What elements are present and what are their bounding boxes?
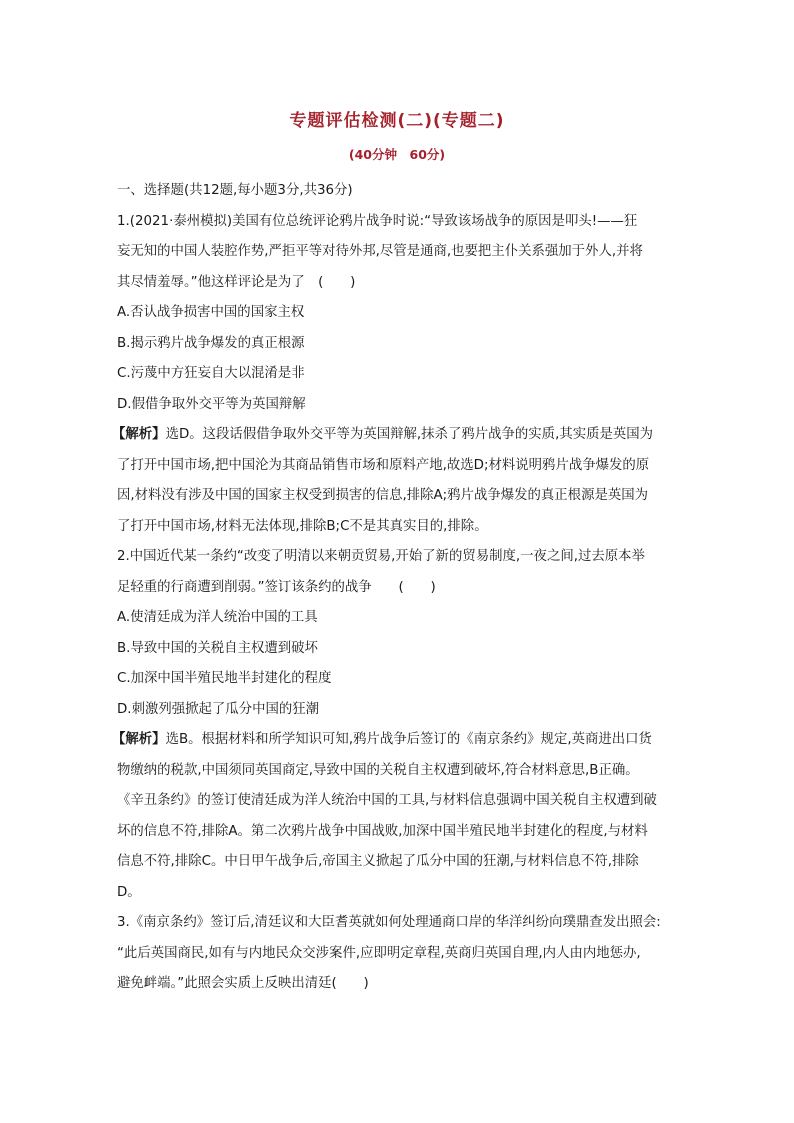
option-a: A.使清廷成为洋人统治中国的工具 [117,610,318,625]
question-stem-line: 1.(2021·泰州模拟)美国有位总统评论鸦片战争时说:“导致该场战争的原因是叩头!——狂 [117,213,638,229]
question-stem-line: 2.中国近代某一条约“改变了明清以来朝贡贸易,开始了新的贸易制度,一夜之间,过去原本举 [117,549,645,564]
question-stem-line: 其尽情羞辱。”他这样评论是为了 ( ) [117,274,356,290]
analysis-line: D。 [117,884,141,900]
analysis-line: 因,材料没有涉及中国的国家主权受到损害的信息,排除A;鸦片战争爆发的真正根源是英国为 [117,488,649,503]
question-stem-line: “此后英国商民,如有与内地民众交涉案件,应即明定章程,英商归英国自理,内人由内地惩办, [117,945,641,961]
analysis-line: 信息不符,排除C。中日甲午战争后,帝国主义掀起了瓜分中国的狂潮,与材料信息不符,排除 [117,854,639,869]
question-stem-line: 妄无知的中国人装腔作势,严拒平等对待外邦,尽管是通商,也要把主仆关系强加于外人,并将 [117,244,643,259]
analysis-line [112,420,687,451]
option-b: B.导致中国的关税自主权遭到破坏 [117,640,318,656]
analysis-line: 坏的信息不符,排除A。第二次鸦片战争中国战败,加深中国半殖民地半封建化的程度,与材料 [117,823,648,839]
question-3 [117,908,687,1000]
option-d: D.刺激列强掀起了瓜分中国的狂潮 [117,701,320,717]
option-d: D.假借争取外交平等为英国辩解 [117,396,306,412]
option-c: C.污蔑中方狂妄自大以混淆是非 [117,366,305,381]
analysis-line: 了打开中国市场,材料无法体现,排除B;C不是其真实目的,排除。 [117,518,488,534]
option-c: C.加深中国半殖民地半封建化的程度 [117,671,332,686]
page-content [112,176,687,1000]
option-b: B.揭示鸦片战争爆发的真正根源 [117,335,305,351]
question-stem-line: 避免衅端。”此照会实质上反映出清廷( ) [117,976,369,991]
question-1 [112,207,687,543]
option-a: A.否认战争损害中国的国家主权 [117,305,305,320]
analysis-line: 了打开中国市场,把中国沦为其商品销售市场和原料产地,故选D;材料说明鸦片战争爆发的原 [117,457,650,473]
question-stem-line: 3.《南京条约》签订后,清廷议和大臣耆英就如何处理通商口岸的华洋纠纷向璞鼎查发出照会: [117,915,661,930]
page-title: 专题评估检测(二)(专题二) [289,111,505,131]
analysis-line [112,725,687,756]
question-stem-line: 足轻重的行商遭到削弱。”签订该条约的战争 ( ) [117,579,436,595]
analysis-tag: 【解析】 [112,427,166,442]
page-subtitle: (40分钟 60分) [348,147,446,162]
analysis-text: 选B。根据材料和所学知识可知,鸦片战争后签订的《南京条约》规定,英商进出口货 [165,732,652,747]
analysis-line: 《辛丑条约》的签订使清廷成为洋人统治中国的工具,与材料信息强调中国关税自主权遭到破 [117,793,657,808]
section-heading: 一、选择题(共12题,每小题3分,共36分) [117,183,353,198]
analysis-tag: 【解析】 [112,732,166,747]
analysis-text: 选D。这段话假借争取外交平等为英国辩解,抹杀了鸦片战争的实质,其实质是英国为 [165,427,654,442]
question-2 [112,542,687,908]
analysis-line: 物缴纳的税款,中国须同英国商定,导致中国的关税自主权遭到破坏,符合材料意思,B正确。 [117,762,639,778]
